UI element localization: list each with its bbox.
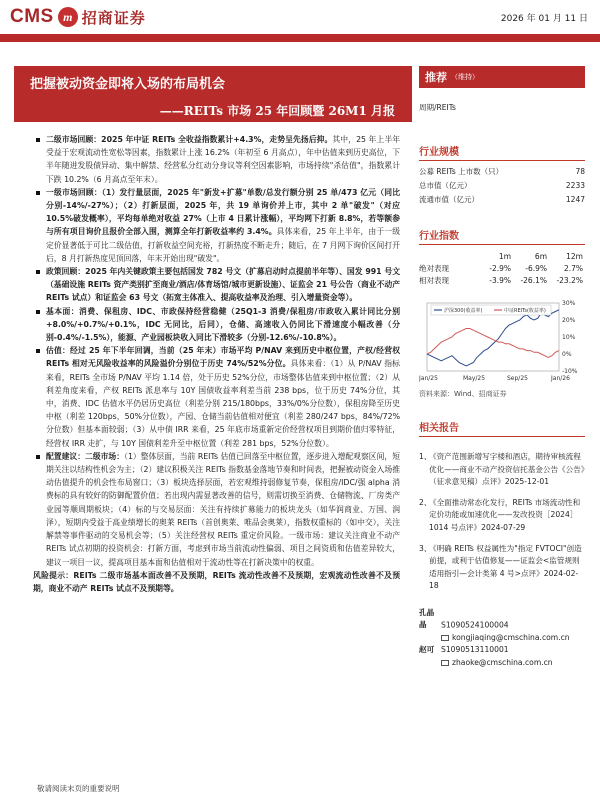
scale-row: 公募 REITs 上市数（只） 78 — [419, 167, 585, 176]
scale-heading: 行业规模 — [419, 143, 585, 161]
bullet-icon — [36, 349, 40, 353]
report-title: 把握被动资金即将入场的布局机会 — [30, 77, 226, 92]
bullet-primary-market: 一级市场回顾：（1）发行量层面，2025 年"新发+扩募"单数/总发行额分别 25 单/473 亿元（同比分别-14%/-27%）；（2）打新层面，2025 年，共 19 单询价并上市，其中 2 单"破发"（对应 10.5%破发概率），平均每单绝对收益 27%（上市 4 日累计涨幅），平均网下打新 8.8%，若等额参与所有项目询价且报价全部入围，测算全年打新收益率约 3.4%。具体来看，25 年上半年，由于一级定价显著低于可比二级估值，打新收益空间充裕，打新热度不断走升；随后，在 7 月网下询价区间打开后，8 月打新热度见顶回落，年末开始出现"破发"。 — [14, 186, 400, 265]
y-tick-label: 20% — [562, 317, 576, 324]
company-logo — [10, 4, 146, 30]
bullet-allocation: 配置建议：二级市场：（1）整体层面，当前 REITs 估值已回落至中枢位置，逐步进入增配观察区间，短期关注以结构性机会为主；（2）建议积极关注 REITs 指数基金落地节奏和时间表，把握被动资金入场推动估值提升的机会性布局窗口；（3）板块选择层面，若宏观维持弱修复节奏，保租房/IDC/强 alpha 消费标的具有较好的防御配置价值；若出现内需显著改善的信号，则需切换至消费、仓储物流、厂房类产业园等顺周期板块；（4）标的与交易层面：关注有持续扩募能力的板块龙头（如华润商业、万国、润泽），短期内受益于高业绩增长的奥莱 REITs（首创奥莱、唯品会奥莱），指数权重标的（如中交），关注解禁等事件驱动的交易机会等；（5）关注经营权 REITs 重定价风险。一级市场：建议关注商业不动产 REITs 试点初期的投资机会：打新方面，考虑到市场当前流动性偏弱、项目之间资质和估值差异较大，建议一项目一议，提高项目基本面和估值相对于流动性等在打新决策中的权重。 — [14, 450, 400, 569]
bullet-icon — [36, 138, 40, 142]
risk-warning: 风险提示：REITs 二级市场基本面改善不及预期，REITs 流动性改善不及预期，宏观流动性改善不及预期，商业不动产 REITs 试点不及预期等。 — [33, 570, 400, 593]
main-body — [14, 133, 400, 595]
logo-badge-icon: m — [58, 7, 78, 27]
analyst-1-email[interactable]: kongjiaqing@cmschina.com.cn — [419, 632, 585, 645]
y-tick-label: 10% — [562, 334, 576, 341]
bullet-secondary-market: 二级市场回顾：2025 年中证 REITs 全收益指数累计+4.3%，走势呈先扬后抑。其中，25 年上半年受益于宏观流动性宽松等因素，指数累计上涨 16.2%（年初至 6 月高点），年中估值来到历史高位，下半年随进发股债异动、集中解禁、经营私分红动分身议等利空因素影响，市场持续"杀估值"，指数累计下跌 10.2%（6 月高点至年末）。 — [14, 133, 400, 186]
series-line — [427, 329, 559, 358]
perf-row-relative: 相对表现 -3.9% -26.1% -23.2% — [419, 276, 583, 285]
y-tick-label: -10% — [562, 368, 578, 375]
x-tick-label: Jan/26 — [551, 375, 570, 382]
related-report-item[interactable]: 2、 《全面推动常态化发行，REITs 市场流动性和定价功能或加速优化——发改投资［2024］1014 号点评》2024-07-29 — [419, 497, 581, 532]
x-tick-label: Jan/25 — [419, 375, 438, 382]
analyst-2: 赵可 S1090513110001 — [419, 645, 509, 655]
sidebar — [419, 66, 585, 669]
analyst-1: 孔晶晶 S1090524100004 — [419, 607, 509, 630]
rating-box — [419, 66, 585, 88]
industry-category: 周期/REITs — [419, 103, 456, 112]
related-reports — [419, 451, 585, 593]
perf-row-absolute: 绝对表现 -2.9% -6.9% 2.7% — [419, 264, 583, 273]
mail-icon — [441, 660, 449, 666]
mail-icon — [441, 635, 449, 641]
rating-note: （维持） — [451, 73, 479, 81]
related-heading: 相关报告 — [419, 419, 585, 437]
x-tick-label: Sep/25 — [507, 375, 528, 382]
scale-table — [419, 165, 585, 207]
bullet-policy: 政策回顾：2025 年内关键政策主要包括国发 782 号文（扩募启动时点提前半年等）、国发 991 号文（基础设施 REITs 资产类别扩至商业/酒店/体育场馆/城市更新设施）、证监会 21 号公告（商业不动产 REITs 试点）和证监会 63 号文（拓宽主体准入、提高收益率及治理、引入增量资金等）。 — [14, 265, 400, 305]
bullet-valuation: 估值：经过 25 年下半年回调，当前（25 年末）市场平均 P/NAV 来到历史中枢位置，产权/经营权 REITs 相对无风险收益率的风险溢价分别位于历史 74%/52%分位。具体来看：（1）从 P/NAV 指标来看，REITs 全市场 P/NAV 平均 1.14 倍，处于历史 52%分位，市场整体估值来到中枢位置；（2）从利差角度来看，产权 REITs 派息率与 10Y 国债收益率利差当前 238 bps，位于历史 74%分位，其中，消费、IDC 估值水平仍居历史高位（利差分别 215/180bps，33%/0%分位数），保租房降至历史中枢（利差 120bps，50%分位数），产园、仓储当前估值相对便宜（利差 280/247 bps，84%/72%分位数）但基本面较弱；（3）从中债 IRR 来看，25 年底市场重新定价经营权项目到期价值归零特征，经营权 IRR 走扩，与 10Y 国债利差升至中枢位置（利差 281 bps，52%分位数）。 — [14, 344, 400, 450]
index-performance-chart — [419, 297, 585, 387]
related-report-item[interactable]: 1、 《资产范围新增写字楼和酒店，期待审核流程优化——商业不动产投资信托基金公告《公告》（征求意见稿）点评》2025-12-01 — [419, 452, 585, 487]
y-tick-label: 30% — [562, 300, 576, 307]
chart-source: 资料来源：Wind、招商证券 — [419, 390, 507, 398]
index-heading: 行业指数 — [419, 227, 585, 245]
report-subtitle: ——REITs 市场 25 年回顾暨 26M1 月报 — [159, 104, 395, 118]
bullet-icon — [36, 270, 40, 274]
legend-label: 中证REITs(收益率) — [504, 308, 546, 314]
bullet-icon — [36, 310, 40, 314]
report-date: 2026 年 01 月 11 日 — [500, 14, 588, 24]
bullet-fundamentals: 基本面：消费、保租房、IDC、市政保持经营稳健（25Q1-3 消费/保租房/市政收入累计同比分别+8.0%/+0.7%/+0.1%，IDC 无同比，后同），仓储、高速收入仍同比下滑速度小幅改善（分别-0.4%/-1.5%），能源、产业园板块收入同比下滑较多（分别-12.6%/-10.8%）。 — [14, 305, 400, 345]
x-tick-label: May/25 — [463, 375, 486, 382]
related-report-item[interactable]: 3、 《明确 REITs 权益属性为"指定 FVTOCI"创造前提，或利于估值修复——证监会<监管规则适用指引—会计类第 4 号>点评》2024-02-18 — [419, 543, 582, 591]
scale-row: 流通市值（亿元） 1247 — [419, 195, 585, 204]
analyst-list — [419, 607, 585, 670]
header-divider — [0, 34, 600, 42]
perf-header-row: 1m 6m 12m — [498, 252, 583, 261]
rating-label: 推荐 — [425, 71, 447, 84]
bullet-icon — [36, 455, 40, 459]
bullet-icon — [36, 191, 40, 195]
logo-cn: 招商证券 — [81, 8, 146, 27]
y-tick-label: 0% — [562, 351, 572, 358]
legend-label: 沪深300(收益率) — [444, 308, 483, 314]
perf-table — [419, 251, 585, 287]
footer-note: 敬请阅读末页的重要说明 — [37, 784, 120, 793]
scale-row: 总市值（亿元） 2233 — [419, 181, 585, 190]
logo-text: CMS — [10, 6, 54, 27]
analyst-2-email[interactable]: zhaoke@cmschina.com.cn — [419, 657, 585, 670]
series-line — [427, 310, 559, 366]
